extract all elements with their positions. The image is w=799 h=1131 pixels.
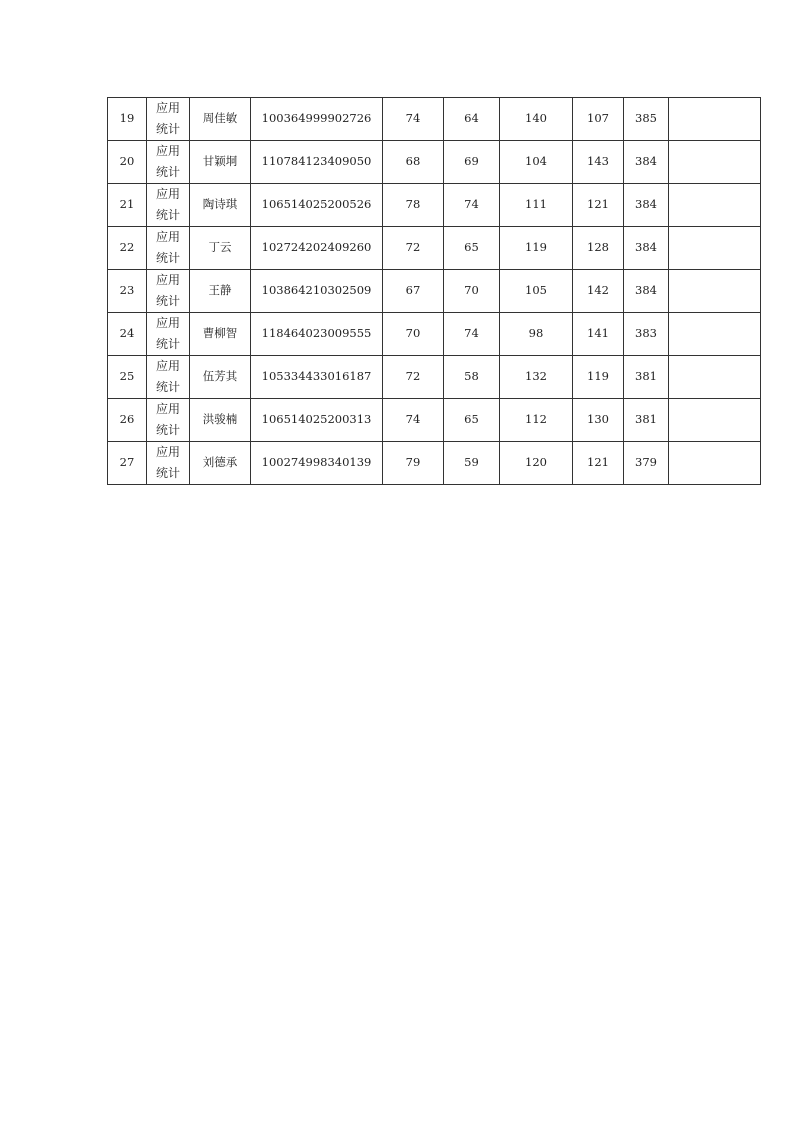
cell-number: 23 bbox=[108, 270, 147, 313]
cell-remark bbox=[669, 442, 761, 485]
cell-score-professional: 142 bbox=[573, 270, 624, 313]
cell-exam-id: 105334433016187 bbox=[251, 356, 383, 399]
cell-score-professional: 121 bbox=[573, 184, 624, 227]
cell-score-math: 111 bbox=[500, 184, 573, 227]
cell-name: 刘德承 bbox=[190, 442, 251, 485]
table-body bbox=[108, 98, 761, 485]
major-line-1: 应用 bbox=[155, 273, 180, 287]
cell-remark bbox=[669, 313, 761, 356]
cell-score-total: 384 bbox=[624, 227, 669, 270]
cell-score-english: 74 bbox=[444, 184, 500, 227]
cell-name: 伍芳其 bbox=[190, 356, 251, 399]
cell-number: 22 bbox=[108, 227, 147, 270]
cell-score-math: 132 bbox=[500, 356, 573, 399]
cell-major bbox=[147, 313, 190, 356]
major-line-2: 统计 bbox=[155, 380, 180, 394]
cell-score-math: 98 bbox=[500, 313, 573, 356]
cell-score-politics: 74 bbox=[383, 399, 444, 442]
cell-score-professional: 119 bbox=[573, 356, 624, 399]
cell-score-politics: 72 bbox=[383, 356, 444, 399]
cell-score-politics: 74 bbox=[383, 98, 444, 141]
cell-score-politics: 70 bbox=[383, 313, 444, 356]
cell-name: 王静 bbox=[190, 270, 251, 313]
cell-number: 26 bbox=[108, 399, 147, 442]
cell-score-total: 381 bbox=[624, 399, 669, 442]
cell-name: 曹柳智 bbox=[190, 313, 251, 356]
cell-name: 丁云 bbox=[190, 227, 251, 270]
table-row bbox=[108, 141, 761, 184]
major-line-1: 应用 bbox=[155, 402, 180, 416]
major-line-2: 统计 bbox=[155, 337, 180, 351]
cell-major bbox=[147, 270, 190, 313]
cell-number: 20 bbox=[108, 141, 147, 184]
cell-score-professional: 141 bbox=[573, 313, 624, 356]
cell-score-professional: 130 bbox=[573, 399, 624, 442]
cell-major bbox=[147, 227, 190, 270]
cell-score-english: 70 bbox=[444, 270, 500, 313]
cell-exam-id: 102724202409260 bbox=[251, 227, 383, 270]
cell-number: 21 bbox=[108, 184, 147, 227]
table-row bbox=[108, 313, 761, 356]
table-row bbox=[108, 399, 761, 442]
cell-remark bbox=[669, 98, 761, 141]
cell-score-politics: 67 bbox=[383, 270, 444, 313]
cell-number: 19 bbox=[108, 98, 147, 141]
cell-remark bbox=[669, 356, 761, 399]
cell-score-politics: 68 bbox=[383, 141, 444, 184]
major-line-2: 统计 bbox=[155, 294, 180, 308]
major-line-2: 统计 bbox=[155, 208, 180, 222]
cell-name: 周佳敏 bbox=[190, 98, 251, 141]
major-line-1: 应用 bbox=[155, 101, 180, 115]
cell-score-politics: 79 bbox=[383, 442, 444, 485]
cell-score-professional: 128 bbox=[573, 227, 624, 270]
cell-score-english: 69 bbox=[444, 141, 500, 184]
major-line-2: 统计 bbox=[155, 466, 180, 480]
cell-remark bbox=[669, 399, 761, 442]
cell-score-math: 120 bbox=[500, 442, 573, 485]
cell-major bbox=[147, 442, 190, 485]
cell-score-english: 59 bbox=[444, 442, 500, 485]
cell-score-math: 140 bbox=[500, 98, 573, 141]
cell-remark bbox=[669, 227, 761, 270]
cell-exam-id: 100274998340139 bbox=[251, 442, 383, 485]
cell-number: 27 bbox=[108, 442, 147, 485]
cell-score-total: 385 bbox=[624, 98, 669, 141]
table-row bbox=[108, 184, 761, 227]
cell-name: 甘颖垌 bbox=[190, 141, 251, 184]
cell-number: 25 bbox=[108, 356, 147, 399]
cell-score-total: 384 bbox=[624, 141, 669, 184]
major-line-1: 应用 bbox=[155, 316, 180, 330]
cell-major bbox=[147, 141, 190, 184]
major-line-1: 应用 bbox=[155, 445, 180, 459]
major-line-2: 统计 bbox=[155, 251, 180, 265]
cell-score-english: 58 bbox=[444, 356, 500, 399]
cell-exam-id: 106514025200313 bbox=[251, 399, 383, 442]
cell-score-total: 383 bbox=[624, 313, 669, 356]
cell-exam-id: 106514025200526 bbox=[251, 184, 383, 227]
major-line-1: 应用 bbox=[155, 144, 180, 158]
score-table bbox=[107, 97, 761, 485]
cell-remark bbox=[669, 184, 761, 227]
cell-score-math: 112 bbox=[500, 399, 573, 442]
cell-exam-id: 118464023009555 bbox=[251, 313, 383, 356]
cell-score-english: 74 bbox=[444, 313, 500, 356]
cell-score-politics: 78 bbox=[383, 184, 444, 227]
cell-score-professional: 143 bbox=[573, 141, 624, 184]
cell-score-math: 105 bbox=[500, 270, 573, 313]
cell-remark bbox=[669, 141, 761, 184]
cell-exam-id: 100364999902726 bbox=[251, 98, 383, 141]
table-row bbox=[108, 270, 761, 313]
cell-score-english: 65 bbox=[444, 399, 500, 442]
cell-score-math: 119 bbox=[500, 227, 573, 270]
cell-exam-id: 110784123409050 bbox=[251, 141, 383, 184]
cell-score-english: 65 bbox=[444, 227, 500, 270]
cell-score-math: 104 bbox=[500, 141, 573, 184]
cell-score-total: 381 bbox=[624, 356, 669, 399]
cell-score-total: 384 bbox=[624, 184, 669, 227]
table-row bbox=[108, 98, 761, 141]
cell-major bbox=[147, 399, 190, 442]
major-line-2: 统计 bbox=[155, 122, 180, 136]
table-row bbox=[108, 227, 761, 270]
cell-major bbox=[147, 184, 190, 227]
cell-remark bbox=[669, 270, 761, 313]
major-line-1: 应用 bbox=[155, 187, 180, 201]
cell-exam-id: 103864210302509 bbox=[251, 270, 383, 313]
major-line-1: 应用 bbox=[155, 230, 180, 244]
major-line-1: 应用 bbox=[155, 359, 180, 373]
cell-number: 24 bbox=[108, 313, 147, 356]
cell-score-professional: 121 bbox=[573, 442, 624, 485]
major-line-2: 统计 bbox=[155, 165, 180, 179]
cell-major bbox=[147, 98, 190, 141]
table-row bbox=[108, 356, 761, 399]
cell-score-professional: 107 bbox=[573, 98, 624, 141]
cell-name: 洪骏楠 bbox=[190, 399, 251, 442]
cell-score-politics: 72 bbox=[383, 227, 444, 270]
cell-score-total: 379 bbox=[624, 442, 669, 485]
cell-major bbox=[147, 356, 190, 399]
table-row bbox=[108, 442, 761, 485]
cell-score-english: 64 bbox=[444, 98, 500, 141]
cell-score-total: 384 bbox=[624, 270, 669, 313]
major-line-2: 统计 bbox=[155, 423, 180, 437]
cell-name: 陶诗琪 bbox=[190, 184, 251, 227]
